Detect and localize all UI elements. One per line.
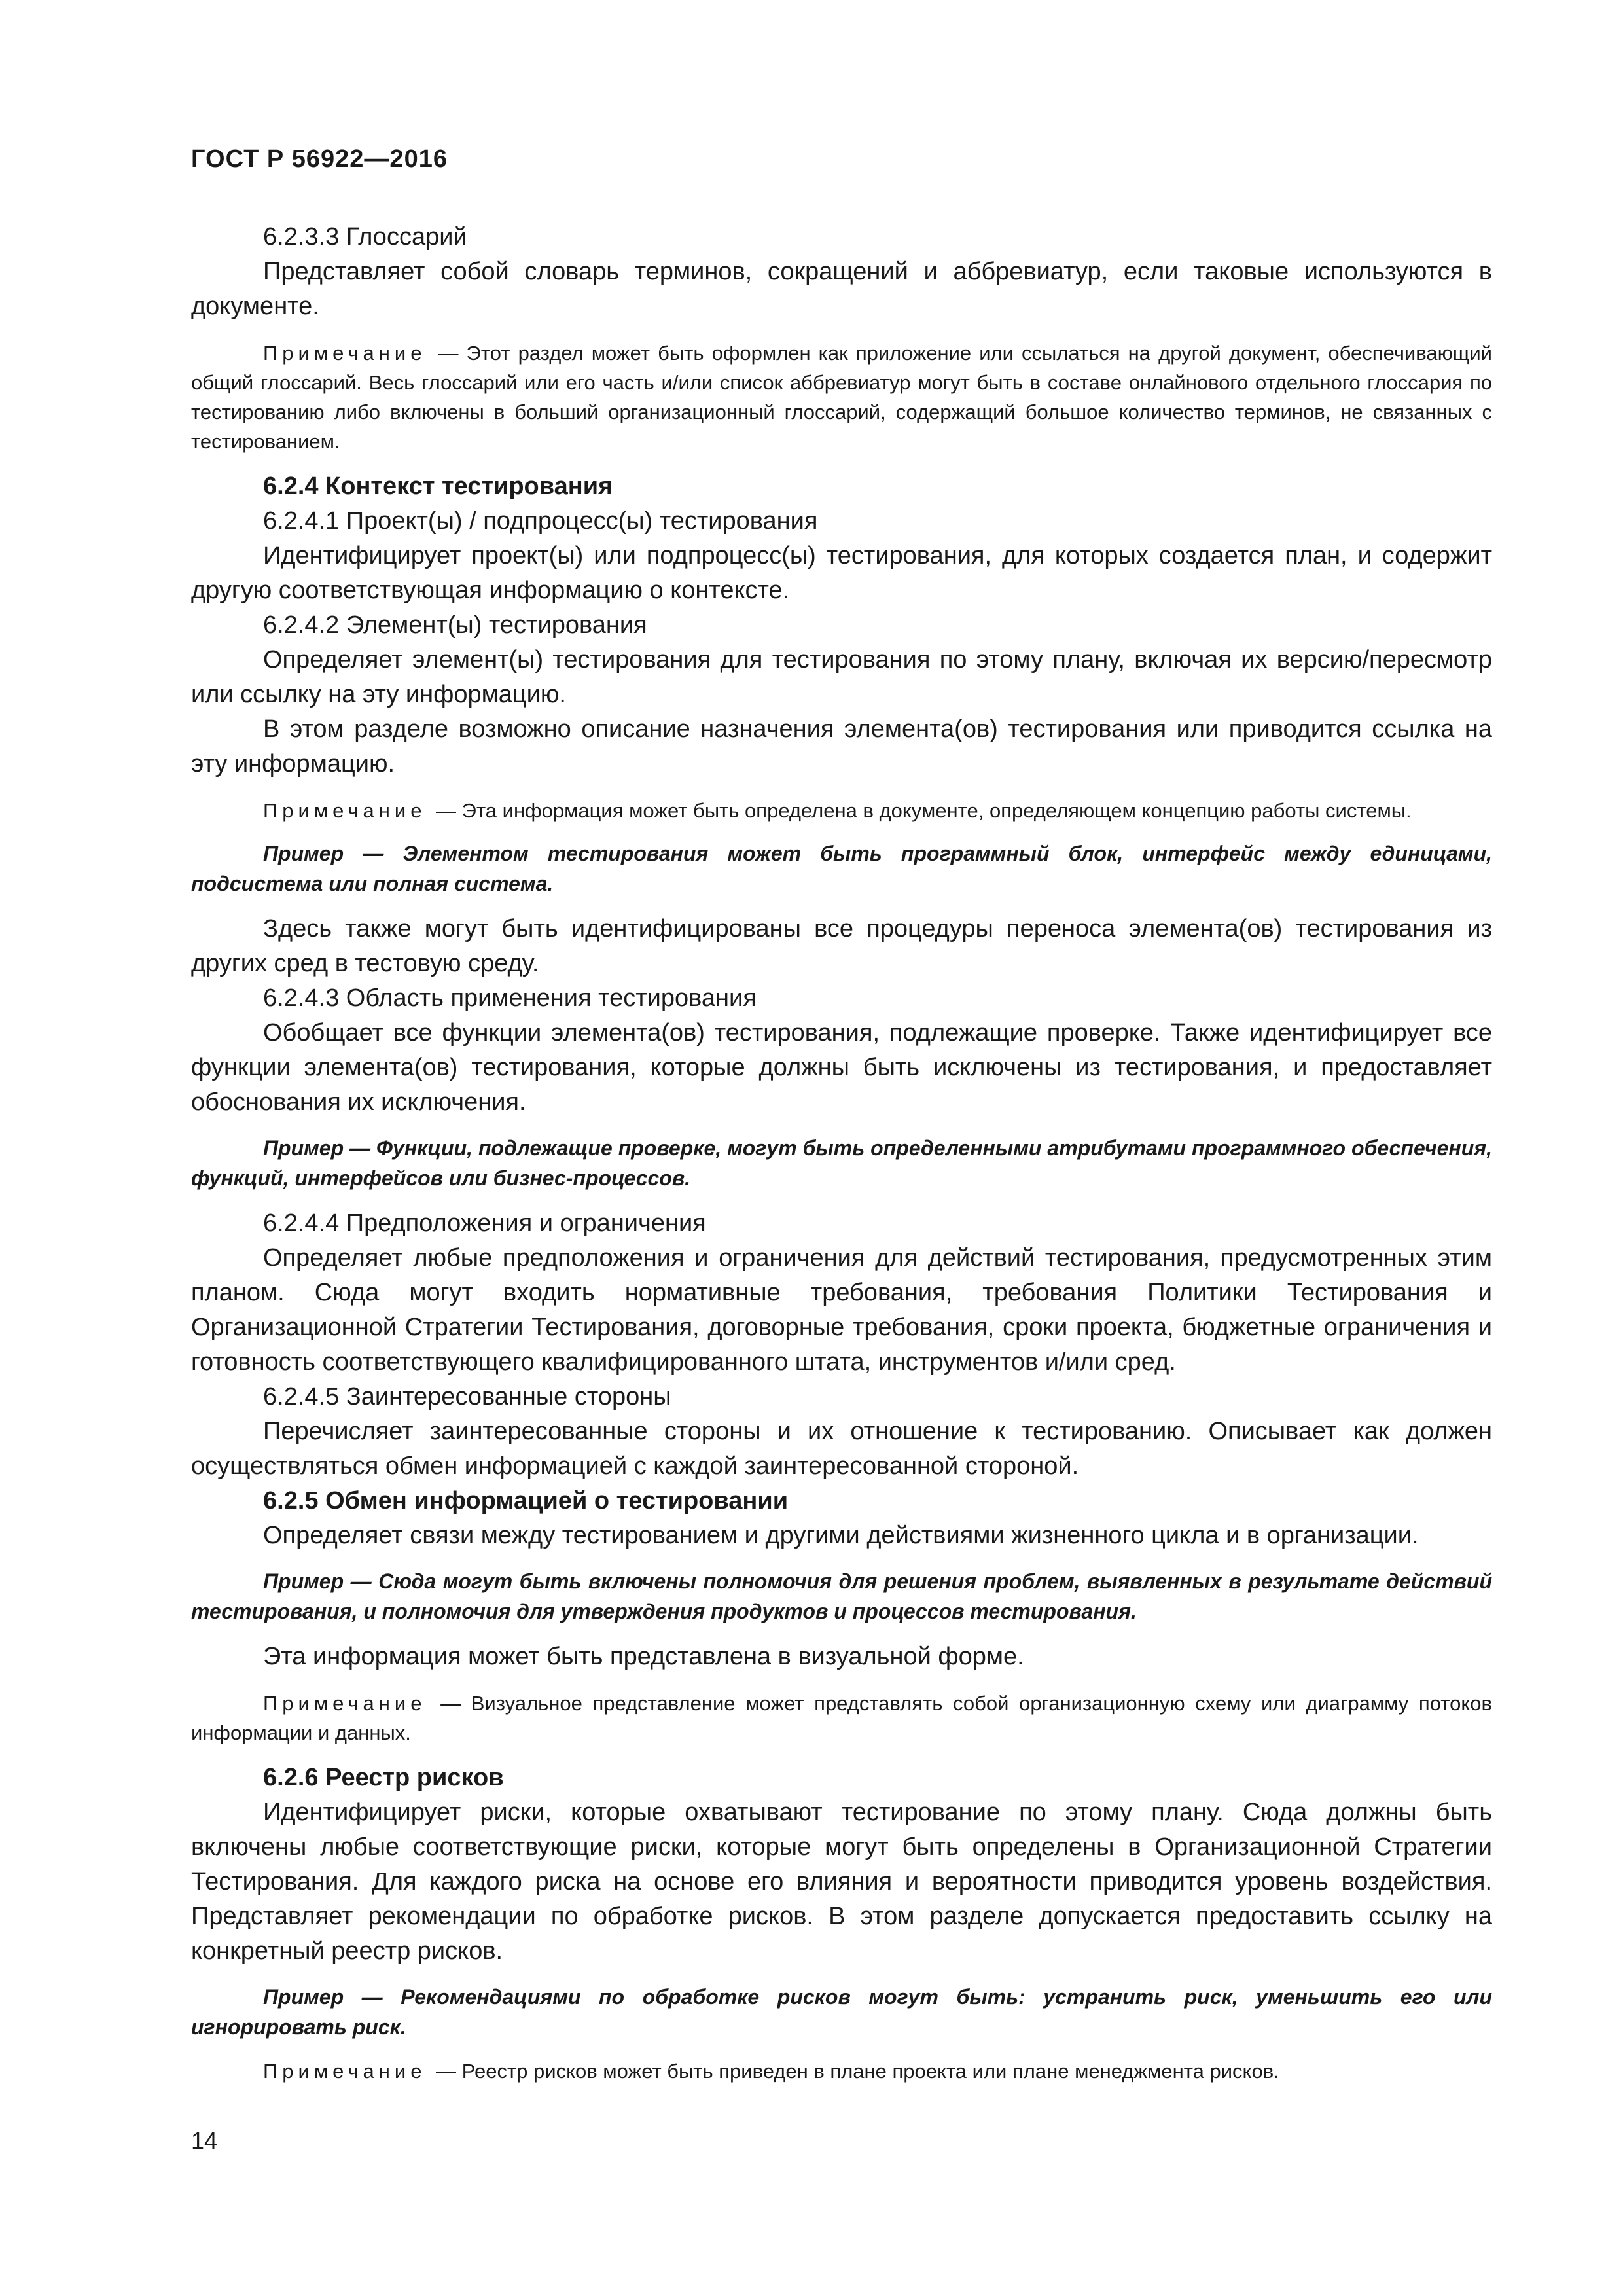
document-body: [191, 220, 1492, 2099]
section-heading: 6.2.6 Реестр рисков: [263, 1764, 504, 1791]
example-paragraph: Пример — Рекомендациями по обработке рисков могут быть: устранить риск, уменьшить его или игнорировать риск.: [191, 1985, 1492, 2039]
body-paragraph: Здесь также могут быть идентифицированы все процедуры переноса элемента(ов) тестирования из других сред в тестовую среду.: [191, 915, 1492, 977]
example-paragraph: Пример — Функции, подлежащие проверке, могут быть определенными атрибутами программного обеспечения, функций, интерфейсов или бизнес-процессов.: [191, 1136, 1492, 1190]
note-paragraph: [191, 796, 1492, 825]
example-paragraph: Пример — Сюда могут быть включены полномочия для решения проблем, выявленных в результате действий тестирования, и полномочия для утверждения продуктов и процессов тестирования.: [191, 1570, 1492, 1623]
note-label: Примечание: [263, 342, 427, 365]
body-paragraph: Определяет любые предположения и ограничения для действий тестирования, предусмотренных этим планом. Сюда могут входить нормативные требования, требования Политики Тестирования и Организационной Стратегии Тестирования, договорные требования, сроки проекта, бюджетные ограничения и готовность соответствующего квалифицированного штата, инструментов и/или сред.: [191, 1244, 1492, 1376]
note-text: — Эта информация может быть определена в документе, определяющем концепцию работы системы.: [430, 799, 1412, 822]
note-text: — Визуальное представление может представлять собой организационную схему или диаграмму потоков информации и данных.: [191, 1692, 1492, 1744]
subsection-heading: 6.2.3.3 Глоссарий: [263, 223, 467, 251]
body-paragraph: Представляет собой словарь терминов, сокращений и аббревиатур, если таковые используются в документе.: [191, 258, 1492, 320]
section-heading: 6.2.4 Контекст тестирования: [263, 473, 613, 500]
body-paragraph: Идентифицирует риски, которые охватывают тестирование по этому плану. Сюда должны быть включены любые соответствующие риски, которые могут быть определены в Организационной Стратегии Тестирования. Для каждого риска на основе его влияния и вероятности приводится уровень воздействия. Представляет рекомендации по обработке рисков. В этом разделе допускается предоставить ссылку на конкретный реестр рисков.: [191, 1799, 1492, 1965]
note-paragraph: [191, 2056, 1492, 2086]
example-paragraph: Пример — Элементом тестирования может быть программный блок, интерфейс между единицами, подсистема или полная система.: [191, 842, 1492, 895]
body-paragraph: В этом разделе возможно описание назначения элемента(ов) тестирования или приводится ссылка на эту информацию.: [191, 715, 1492, 778]
body-paragraph: Определяет элемент(ы) тестирования для тестирования по этому плану, включая их версию/пересмотр или ссылку на эту информацию.: [191, 646, 1492, 708]
note-label: Примечание: [263, 1692, 427, 1715]
note-text: — Реестр рисков может быть приведен в плане проекта или плане менеджмента рисков.: [430, 2060, 1279, 2083]
body-paragraph: Обобщает все функции элемента(ов) тестирования, подлежащие проверке. Также идентифицирует все функции элемента(ов) тестирования, которые должны быть исключены из тестирования, и предоставляет обоснования их исключения.: [191, 1019, 1492, 1116]
note-label: Примечание: [263, 799, 427, 822]
body-paragraph: Перечисляет заинтересованные стороны и их отношение к тестированию. Описывает как должен осуществляться обмен информацией с каждой заинтересованной стороной.: [191, 1418, 1492, 1480]
subsection-heading: 6.2.4.2 Элемент(ы) тестирования: [263, 611, 647, 639]
body-paragraph: Эта информация может быть представлена в визуальной форме.: [263, 1643, 1024, 1670]
document-header: ГОСТ Р 56922—2016: [191, 145, 448, 173]
subsection-heading: 6.2.4.5 Заинтересованные стороны: [263, 1383, 671, 1410]
section-heading: 6.2.5 Обмен информацией о тестировании: [263, 1487, 789, 1515]
note-label: Примечание: [263, 2060, 427, 2083]
body-paragraph: Определяет связи между тестированием и другими действиями жизненного цикла и в организации.: [263, 1522, 1419, 1549]
subsection-heading: 6.2.4.3 Область применения тестирования: [263, 984, 757, 1012]
page-number: 14: [191, 2127, 218, 2154]
subsection-heading: 6.2.4.1 Проект(ы) / подпроцесс(ы) тестирования: [263, 507, 818, 535]
subsection-heading: 6.2.4.4 Предположения и ограничения: [263, 1210, 706, 1237]
body-paragraph: Идентифицирует проект(ы) или подпроцесс(ы) тестирования, для которых создается план, и содержит другую соответствующая информацию о контексте.: [191, 542, 1492, 604]
note-paragraph: [191, 1689, 1492, 1748]
note-paragraph: [191, 338, 1492, 456]
note-text: — Этот раздел может быть оформлен как приложение или ссылаться на другой документ, обеспечивающий общий глоссарий. Весь глоссарий или его часть и/или список аббревиатур могут быть в составе онлайнового отдельного глоссария по тестированию либо включены в больший организационный глоссарий, содержащий большое количество терминов, не связанных с тестированием.: [191, 342, 1492, 453]
